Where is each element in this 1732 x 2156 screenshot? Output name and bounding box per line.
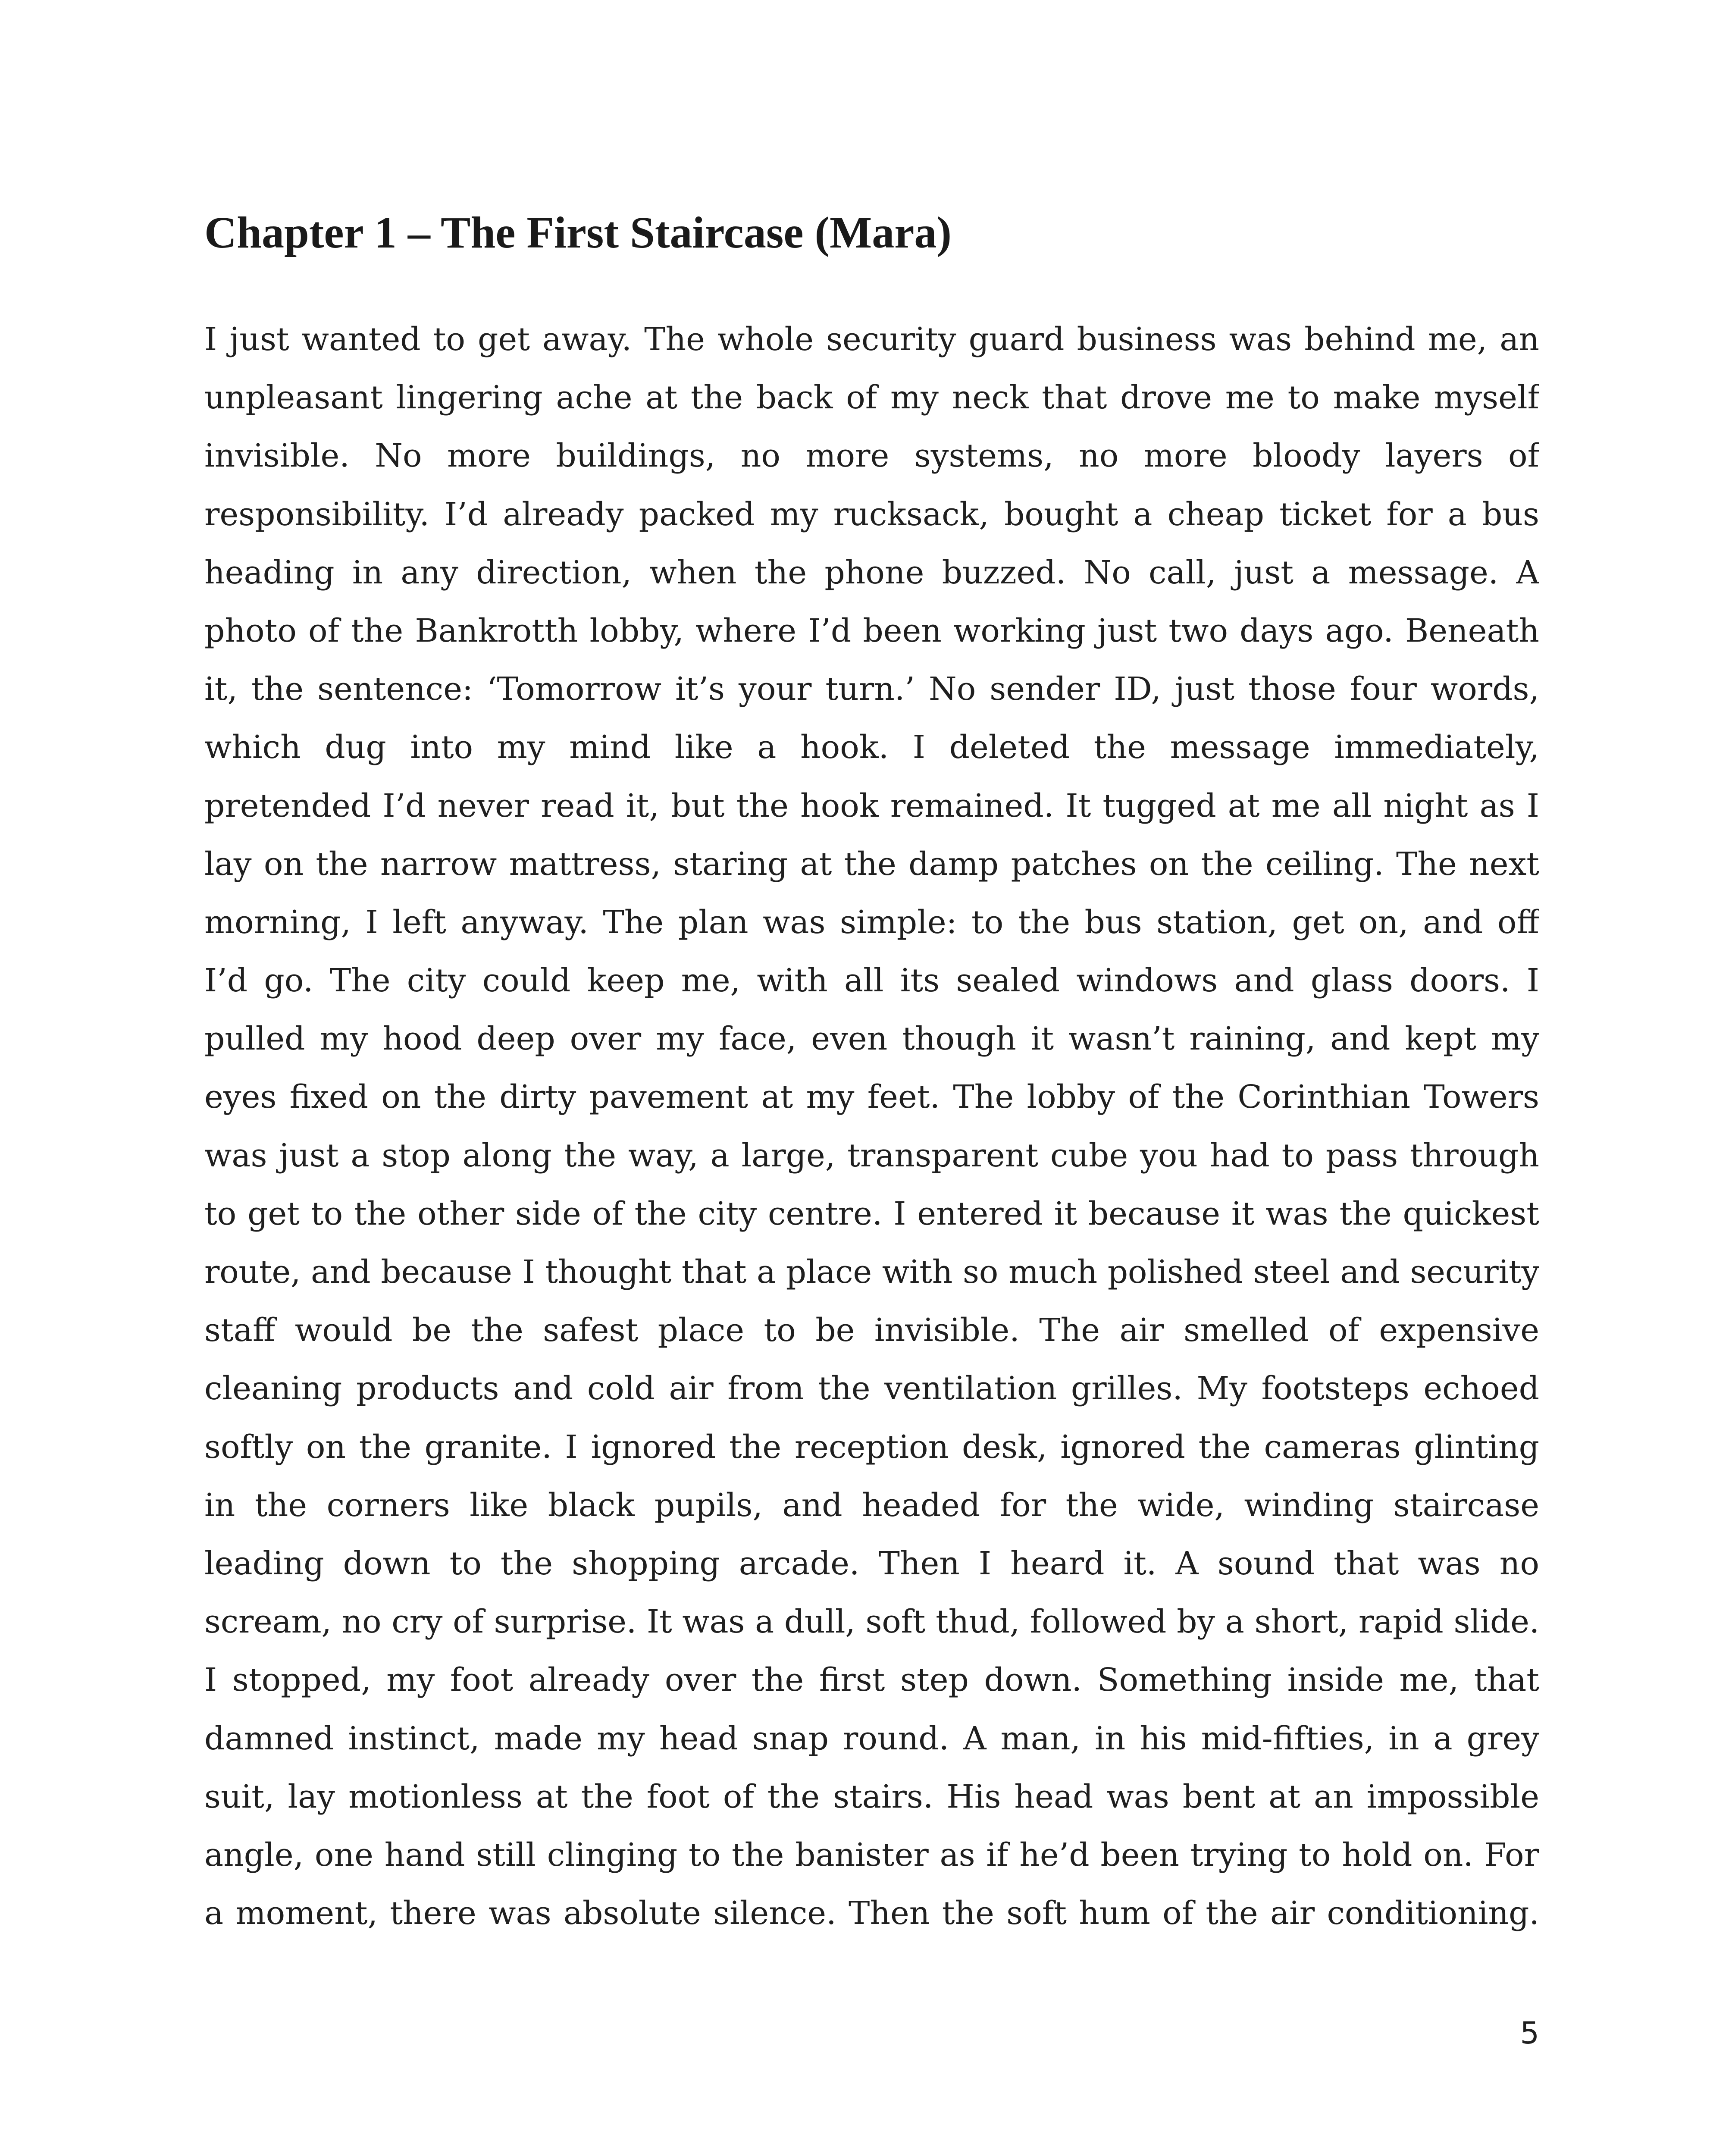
text-line: a moment, there was absolute silence. Then the soft hum of the air conditioning. <box>204 1895 1539 1932</box>
text-line: unpleasant lingering ache at the back of my neck that drove me to make myself <box>204 379 1539 417</box>
text-line: I just wanted to get away. The whole security guard business was behind me, an <box>204 321 1539 358</box>
text-line: morning, I left anyway. The plan was simple: to the bus station, get on, and off <box>204 903 1539 941</box>
body-paragraph <box>204 310 1539 1943</box>
text-line: pulled my hood deep over my face, even though it wasn’t raining, and kept my <box>204 1020 1539 1058</box>
text-line: it, the sentence: ‘Tomorrow it’s your turn.’ No sender ID, just those four words, <box>204 671 1539 708</box>
text-line: damned instinct, made my head snap round. A man, in his mid-fifties, in a grey <box>204 1720 1539 1757</box>
text-line: softly on the granite. I ignored the reception desk, ignored the cameras glinting <box>204 1428 1539 1466</box>
text-line: staff would be the safest place to be invisible. The air smelled of expensive <box>204 1312 1539 1349</box>
text-line: to get to the other side of the city centre. I entered it because it was the quickest <box>204 1195 1539 1232</box>
text-line: invisible. No more buildings, no more systems, no more bloody layers of <box>204 437 1539 475</box>
page-number: 5 <box>1520 2015 1539 2051</box>
text-line: cleaning products and cold air from the ventilation grilles. My footsteps echoed <box>204 1370 1539 1407</box>
text-line: responsibility. I’d already packed my rucksack, bought a cheap ticket for a bus <box>204 495 1539 533</box>
text-line: scream, no cry of surprise. It was a dull, soft thud, followed by a short, rapid slide. <box>204 1603 1539 1641</box>
text-line: suit, lay motionless at the foot of the stairs. His head was bent at an impossible <box>204 1778 1539 1815</box>
text-line: in the corners like black pupils, and headed for the wide, winding staircase <box>204 1486 1539 1524</box>
text-line: route, and because I thought that a place with so much polished steel and security <box>204 1253 1539 1291</box>
text-line: was just a stop along the way, a large, transparent cube you had to pass through <box>204 1137 1539 1174</box>
text-line: pretended I’d never read it, but the hook remained. It tugged at me all night as I <box>204 787 1539 824</box>
text-line: I stopped, my foot already over the first step down. Something inside me, that <box>204 1661 1539 1699</box>
text-line: lay on the narrow mattress, staring at the damp patches on the ceiling. The next <box>204 845 1539 883</box>
text-line: angle, one hand still clinging to the banister as if he’d been trying to hold on. For <box>204 1836 1539 1874</box>
text-line: leading down to the shopping arcade. Then I heard it. A sound that was no <box>204 1545 1539 1582</box>
text-line: which dug into my mind like a hook. I deleted the message immediately, <box>204 729 1539 766</box>
text-line: I’d go. The city could keep me, with all its sealed windows and glass doors. I <box>204 962 1539 1000</box>
text-line: heading in any direction, when the phone buzzed. No call, just a message. A <box>204 554 1539 591</box>
chapter-title: Chapter 1 – The First Staircase (Mara) <box>204 208 952 257</box>
text-line: photo of the Bankrotth lobby, where I’d been working just two days ago. Beneath <box>204 612 1539 649</box>
text-line: eyes fixed on the dirty pavement at my feet. The lobby of the Corinthian Towers <box>204 1078 1539 1116</box>
